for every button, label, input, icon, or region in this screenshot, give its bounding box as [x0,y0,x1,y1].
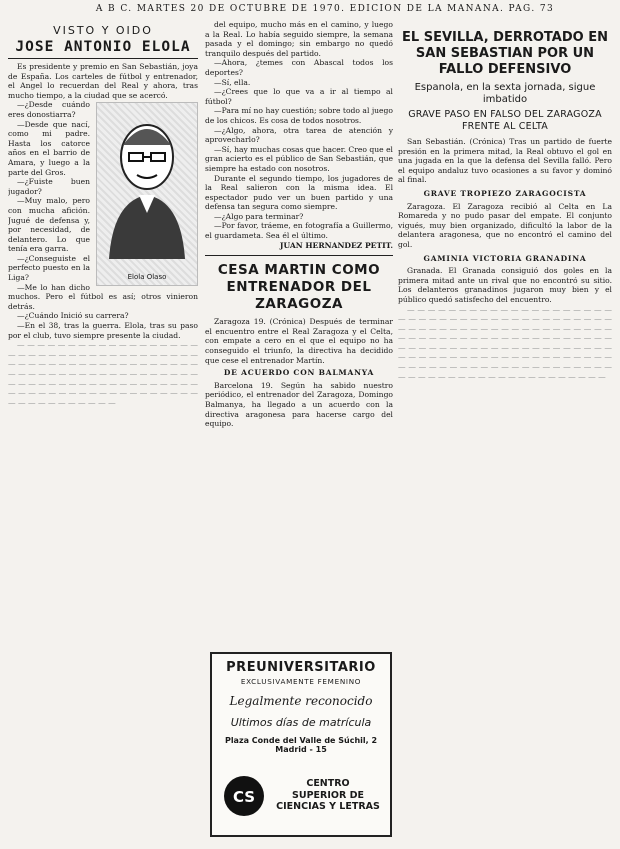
answer: —Desde que nací, como mi padre. Hasta los catorce años en el barrio de Amara, y luego a la parte del Gros. [8,119,90,177]
answer: —Muy malo, pero con mucha afición. Jugué de defensa y, por necesidad, de delantero. Lo que tenía era garra. [8,196,90,254]
headline-sevilla: EL SEVILLA, DERROTADO EN SAN SEBASTIAN POR UN FALLO DEFENSIVO [402,30,608,77]
logo-label: CS [232,788,256,806]
question: —¿Fuiste buen jugador? [8,177,90,196]
ad-center-line: CENTRO [306,778,350,789]
section-subtitle: VISTO Y OIDO [53,24,153,37]
ad-center-line: CIENCIAS Y LETRAS [276,801,380,812]
photo-caption: Elola Olaso [127,272,167,281]
portrait-illustration [103,109,191,267]
ad-center-name [270,778,386,813]
page-header: A B C. MARTES 20 DE OCTUBRE DE 1970. EDICION DE LA MAÑANA. PAG. 73 [95,4,555,14]
center-logo-icon [222,774,266,818]
subheadline-espanol: Espanola, en la sexta jornada, sigue imbatido [414,82,596,105]
ad-center-line: SUPERIOR DE [292,789,364,801]
ad-subtitle: EXCLUSIVAMENTE FEMENINO [240,677,362,686]
portrait-photo [96,102,198,286]
answer: —Por favor, tráeme, en fotografía a Guillermo, el guardameta. Sea él el último. [205,221,393,241]
question: —¿Conseguiste el perfecto puesto en la Liga? [8,253,90,283]
answer: —Me lo han dicho muchos. Pero el fútbol es así; otros vinieron detrás. [8,282,198,311]
article-paragraph: Barcelona 19. Según ha sabido nuestro periódico, el entrenador del Zaragoza, Domingo Balmanya, ha llegado a un acuerdo con la directiva aragonesa para hacerse cargo del equipo. [205,380,393,429]
column-interview [8,20,198,843]
advertisement-box [210,652,392,837]
interview-intro: Es presidente y premio en San Sebastián, joya de España. Los carteles de fútbol y entrenador, el Angel lo recuerdan del Real y ahora, tras mucho tiempo, a la ciudad que se acercó. [8,62,198,100]
headline-martin: CESA MARTIN COMO ENTRENADOR DEL ZARAGOZA [205,255,393,313]
section-head: GRAVE TROPIEZO ZARAGOCISTA [423,188,587,198]
section-head: GAMINIA VICTORIA GRANADINA [423,253,587,263]
question: —¿Cuándo Inició su carrera? [17,311,129,321]
section-byline: DE ACUERDO CON BALMANYA [223,368,375,378]
author-signature: JUAN HERNANDEZ PETIT. [279,240,393,250]
answer: —Para mí no hay cuestión; sobre todo al juego de los chicos. Es cosa de todos nosotros. [205,106,393,125]
article-paragraph: Granada. El Granada consiguió dos goles en la primera mitad ante un rival que no encontró su sitio. Los delanteros granadinos jugaron muy bien y el público quedó satisfecho del encuentro. [398,266,612,304]
answer: —Sí, ella. [214,77,251,87]
ad-address: Plaza Conde del Valle de Súchil, 2 [224,736,378,745]
question: —¿Desde cuándo eres donostiarra? [8,100,90,119]
ad-title: PREUNIVERSITARIO [226,660,376,675]
article-paragraph: Durante el segundo tiempo, los jugadores de la Real salieron con la misma idea. El espectador pudo ver un buen partido y una defensa tan segura como siempre. [205,173,393,212]
filler-text: — — — — — — — — — — — — — — — — — — — — — — — — — — — — — — — — — — — — — — — — — — — — — — — — — — — — — — — — — — — — — — — — — — — — — — — — — — — — — — — — — — — — — — — — — — — — — — — — — — — — — — — — — — — — — — — — — — — — — — — — — — — — [8,340,198,407]
subheadline-zaragoza: GRAVE PASO EN FALSO DEL ZARAGOZA FRENTE AL CELTA [408,109,602,132]
answer: —Sí, hay muchas cosas que hacer. Creo que el gran acierto es el público de San Sebastián, que siempre ha estado con nosotros. [205,144,393,173]
column-football [398,20,612,843]
question: —¿Algo, ahora, otra tarea de atención y aprovecharlo? [205,125,393,145]
article-paragraph: Zaragoza. El Zaragoza recibió al Celta en La Romareda y no pudo pasar del empate. El conjunto vigués, muy bien organizado, dificultó la labor de la delantera aragonesa, que no encontró el camino del gol. [398,201,612,249]
filler-text: — — — — — — — — — — — — — — — — — — — — — — — — — — — — — — — — — — — — — — — — — — — — — — — — — — — — — — — — — — — — — — — — — — — — — — — — — — — — — — — — — — — — — — — — — — — — — — — — — — — — — — — — — — — — — — — — — — — — — — — — — — — — — — — — — — — — — — — — — — — — — — — — — — — — — — — — — — — — — — — — — — — — — — — [398,304,612,381]
article-paragraph: San Sebastián. (Crónica) Tras un partido de fuerte presión en la primera mitad, la Real obtuvo el gol en una jugada en la que la defensa del Sevilla falló. Pero el equipo andaluz tuvo ocasiones a su favor y dominó al final. [398,137,612,185]
article-paragraph: Zaragoza 19. (Crónica) Después de terminar el encuentro entre el Real Zaragoza y el Celta, con empate a cero en el que el equipo no ha conseguido el triunfo, la directiva ha decidido que cese el entrenador Martín. [205,317,393,365]
question: —¿Algo para terminar? [214,211,304,221]
article-paragraph: del equipo, mucho más en el camino, y luego a la Real. Lo había seguido siempre, la semana pasada y el domingo; sin embargo no quedó tranquilo después del partido. [205,20,393,58]
ad-enrollment: Ultimos días de matrícula [230,716,372,729]
ad-city: Madrid - 15 [275,745,327,754]
ad-recognized: Legalmente reconocido [229,694,373,708]
question: —Ahora, ¿temes con Abascal todos los deportes? [205,58,393,77]
answer: —En el 38, tras la guerra. Elola, tras su paso por el club, tuvo siempre presente la ciudad. [8,321,198,340]
question: —¿Crees que lo que va a ir al tiempo al fútbol? [205,87,393,106]
interview-title: JOSE ANTONIO ELOLA [8,39,198,59]
